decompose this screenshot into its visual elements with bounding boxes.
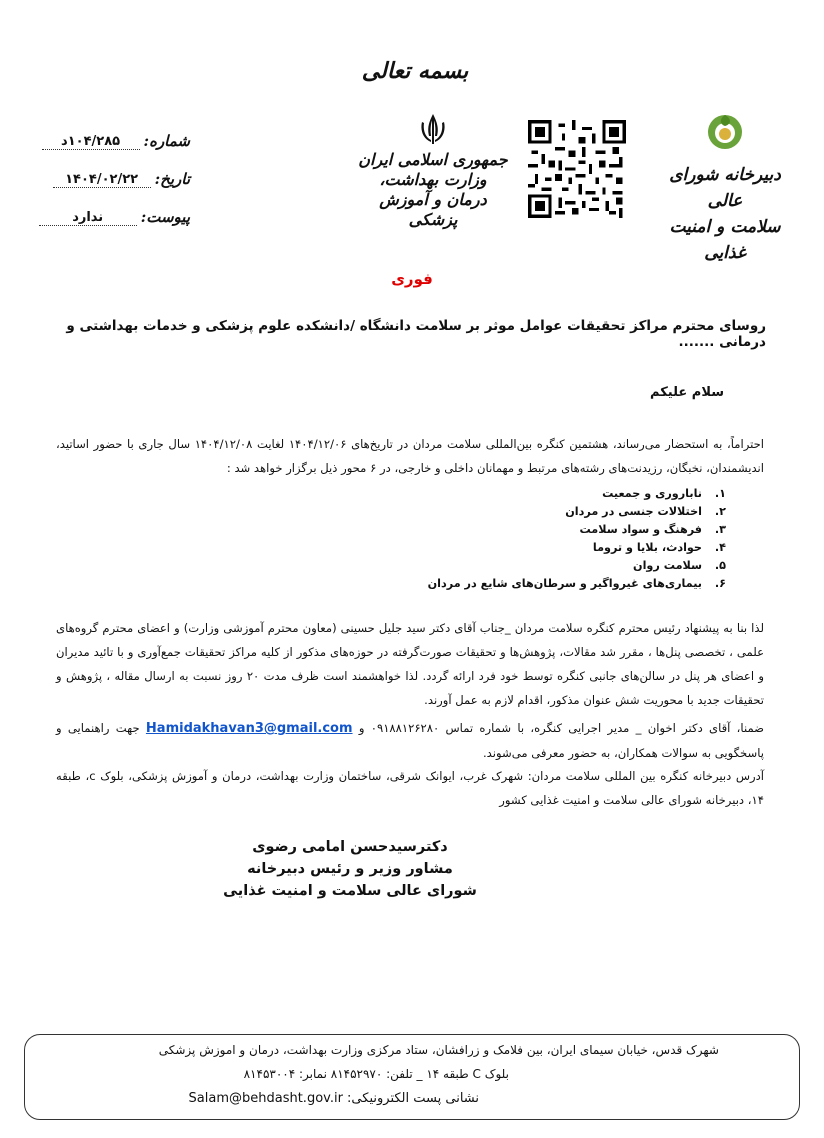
urgent-label: فوری <box>391 270 433 288</box>
list-number: ۱. <box>714 487 726 500</box>
footer-phone-line: بلوک C طبقه ۱۴ _ تلفن: ۸۱۴۵۲۹۷۰ نمابر: ۸۱۴۵۳۰۰۴ <box>243 1067 509 1081</box>
list-number: ۳. <box>714 523 726 536</box>
list-number: ۲. <box>714 505 726 518</box>
list-item <box>428 487 726 505</box>
topics-list <box>428 487 726 595</box>
iran-emblem-icon <box>418 112 448 146</box>
meta-date <box>40 150 190 188</box>
meta-attachment-label: پیوست: <box>140 208 190 226</box>
contact-email-link[interactable]: Hamidakhavan3@gmail.com <box>145 721 353 736</box>
council-logo-line1: دبیرخانه شورای عالی <box>669 165 781 211</box>
list-item <box>428 541 726 559</box>
list-number: ۴. <box>714 541 726 554</box>
recipient-line: روسای محترم مراکز تحقیقات عوامل موثر بر سلامت دانشگاه /دانشکده علوم پزشکی و خدمات بهداشتی و درمانی ....... <box>66 318 766 350</box>
meta-number-value: ۱۰۴/۲۸۵د <box>42 134 140 150</box>
contact-paragraph <box>56 716 764 765</box>
leaf-logo-icon <box>705 112 745 152</box>
request-paragraph: لذا بنا به پیشنهاد رئیس محترم کنگره سلامت مردان _جناب آقای دکتر سید جلیل حسینی (معاون محترم آموزشی وزارت) و اعضای محترم گروه‌های علمی ، تخصصی پنل‌ها ، مقرر شد مقالات، پژوهش‌ها و تحقیقات صورت‌گرفته در حوزه‌های مذکور از کلیه مراکز تحقیقات جمع‌آوری و با تائید مدیران و اعضای هر پنل در سالن‌های جانبی کنگره توسط خود فرد ارائه گردد. لذا خواهشمند است ظرف مدت ۲۰ روز نسبت به ارسال مقاله ، پژوهش و تحقیقات جدید با محوریت شش عنوان مذکور، اقدام لازم به عمل آورند. <box>56 621 764 707</box>
meta-number <box>40 112 190 150</box>
meta-attachment-value: ندارد <box>39 210 137 226</box>
council-logo <box>655 112 795 266</box>
footer-address-line: شهرک قدس، خیابان سیمای ایران، بین فلامک و زرافشان، ستاد مرکزی وزارت بهداشت، درمان و اموزش پزشکی <box>158 1043 719 1057</box>
meta-attachment <box>40 188 190 226</box>
list-text: اختلالات جنسی در مردان <box>565 505 702 518</box>
list-text: بیماری‌های غیرواگیر و سرطان‌های شایع در مردان <box>427 577 702 590</box>
meta-number-label: شماره: <box>143 132 190 150</box>
footer-email-line: نشانی پست الکترونیکی: Salam@behdasht.gov.ir <box>188 1091 479 1106</box>
list-item <box>428 505 726 523</box>
ministry-emblem <box>358 112 508 230</box>
signature-block <box>200 836 500 902</box>
contact-text: ضمنا، آقای دکتر اخوان _ مدیر اجرایی کنگره، با شماره تماس ۰۹۱۸۸۱۲۶۲۸۰ و <box>358 721 764 735</box>
list-text: ناباروری و جمعیت <box>602 487 702 500</box>
footer-box <box>24 1034 800 1120</box>
council-logo-line2: سلامت و امنیت غذایی <box>669 217 781 263</box>
list-text: فرهنگ و سواد سلامت <box>579 523 702 536</box>
intro-paragraph: احتراماً، به استحضار می‌رساند، هشتمین کنگره بین‌المللی سلامت مردان در تاریخ‌های ۱۴۰۴/۱۲/۰۶ لغایت ۱۴۰۴/۱۲/۰۸ سال جاری با حضور اساتید، اندیشمندان، نخبگان، رزیدنت‌های رشته‌های مرتبط و مهمانان داخلی و خارجی، در ۶ محور ذیل برگزار خواهد شد : <box>56 437 764 475</box>
list-text: سلامت روان <box>633 559 702 572</box>
meta-date-label: تاریخ: <box>154 170 190 188</box>
list-item <box>428 577 726 595</box>
list-number: ۶. <box>714 577 726 590</box>
signer-name: دکترسیدحسن امامی رضوی <box>252 839 448 855</box>
bismillah-heading: بسمه تعالی <box>361 58 469 84</box>
qr-code-icon <box>528 120 626 218</box>
signer-title: مشاور وزیر و رئیس دبیرخانه <box>247 861 453 877</box>
signer-org: شورای عالی سلامت و امنیت غذایی <box>223 883 477 899</box>
list-number: ۵. <box>714 559 726 572</box>
list-item <box>428 523 726 541</box>
list-text: حوادث، بلایا و تروما <box>592 541 702 554</box>
meta-date-value: ۱۴۰۴/۰۲/۲۲ <box>53 172 151 188</box>
letter-meta <box>40 112 190 226</box>
greeting: سلام علیکم <box>650 385 724 400</box>
address-paragraph: آدرس دبیرخانه کنگره بین المللی سلامت مردان: شهرک غرب، ایوانک شرقی، ساختمان وزارت بهداشت، درمان و آموزش پزشکی، بلوک c، طبقه ۱۴، دبیرخانه شورای عالی سلامت و امنیت غذایی کشور <box>56 769 765 807</box>
emblem-line2: وزارت بهداشت، درمان و آموزش پزشکی <box>379 170 487 229</box>
list-item <box>428 559 726 577</box>
emblem-line1: جمهوری اسلامی ایران <box>358 150 508 169</box>
contact-text-2: جهت راهنمایی و پاسخگویی به سوالات همکاران، به حضور معرفی می‌شوند. <box>56 721 764 760</box>
